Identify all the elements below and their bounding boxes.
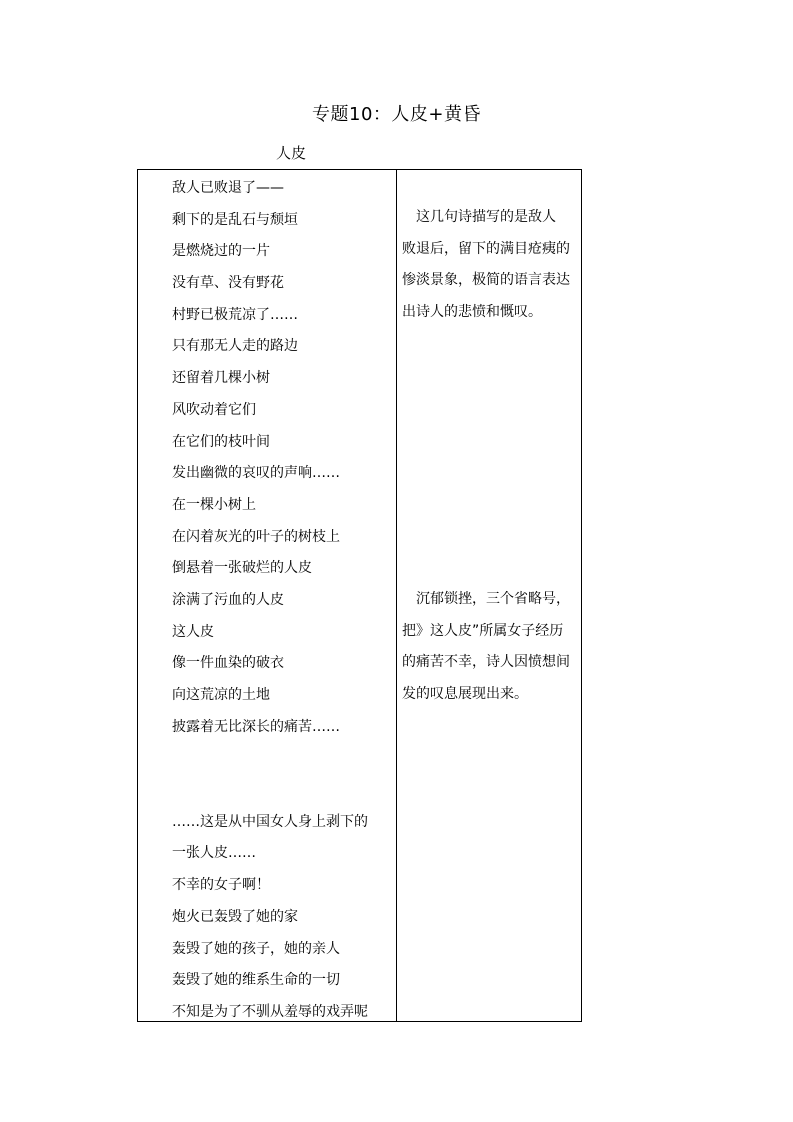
poem-title: 人皮	[276, 144, 307, 162]
annotation-note	[402, 584, 577, 711]
annotation-line: 败退后，留下的满目疮痍的	[402, 240, 570, 257]
poem-line: 轰毁了她的孩子，她的亲人	[172, 940, 340, 957]
poem-line: 涂满了污血的人皮	[172, 591, 284, 608]
poem-line: 在一棵小树上	[172, 496, 256, 513]
poem-line: 是燃烧过的一片	[172, 243, 270, 260]
annotation-line: 惨淡景象，极简的语言表达	[402, 272, 570, 289]
annotation-line: 发的叹息展现出来。	[402, 686, 528, 703]
poem-line: 剩下的是乱石与颓垣	[172, 211, 298, 228]
annotation-note	[402, 202, 577, 329]
poem-text-column	[172, 173, 394, 1029]
poem-blank-line	[172, 775, 394, 807]
poem-line: 这人皮	[172, 623, 214, 640]
poem-line: 只有那无人走的路边	[172, 338, 298, 355]
poem-line: 披露着无比深长的痛苦……	[172, 718, 340, 735]
annotation-line: 沉郁锁挫，三个省略号，	[402, 591, 570, 607]
poem-line: 不幸的女子啊！	[172, 877, 270, 894]
poem-line: 炮火已轰毁了她的家	[172, 908, 298, 925]
page-title: 专题10：人皮+黄昏	[312, 104, 481, 125]
poem-line: 像一件血染的破衣	[172, 655, 284, 672]
poem-line: 倒悬着一张破烂的人皮	[172, 560, 312, 577]
poem-line: 敌人已败退了——	[172, 180, 284, 196]
poem-line: 在它们的枝叶间	[172, 433, 270, 450]
column-divider	[396, 170, 397, 1021]
poem-line: 轰毁了她的维系生命的一切	[172, 972, 340, 989]
poem-line: ……这是从中国女人身上剥下的	[172, 813, 368, 830]
annotation-line: 的痛苦不幸，诗人因愤想间	[402, 654, 570, 671]
poem-line: 村野已极荒凉了……	[172, 306, 298, 323]
poem-annotation-table	[137, 169, 582, 1022]
poem-line: 发出幽微的哀叹的声响……	[172, 465, 340, 482]
annotation-line: 这几句诗描写的是敌人	[402, 209, 556, 225]
poem-line: 不知是为了不驯从羞辱的戏弄呢	[172, 1003, 368, 1020]
poem-blank-line	[172, 743, 394, 775]
poem-line: 在闪着灰光的叶子的树枝上	[172, 528, 340, 545]
poem-line: 向这荒凉的土地	[172, 687, 270, 703]
poem-line: 还留着几棵小树	[172, 370, 270, 387]
poem-line: 风吹动着它们	[172, 401, 256, 418]
poem-line: 没有草、没有野花	[172, 275, 284, 292]
annotation-line: 把》这人皮”所属女子经历	[402, 622, 564, 639]
poem-line: 一张人皮……	[172, 845, 256, 862]
annotation-line: 出诗人的悲愤和慨叹。	[402, 304, 542, 321]
